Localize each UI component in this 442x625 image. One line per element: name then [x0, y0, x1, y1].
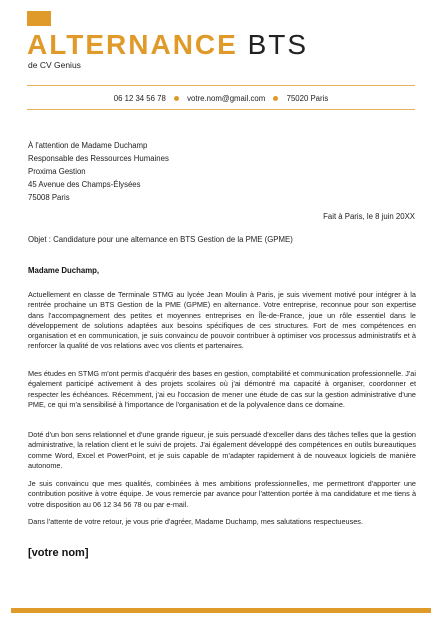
paragraph: Mes études en STMG m'ont permis d'acquérir des bases en gestion, comptabilité et communication professionnelle. J'ai également participé activement à des projets scolaires où j'ai démontré ma capacité à organiser, coordonner et respecter les échéances. Récemment, j'ai eu l'occasion de mener une étude de cas sur la gestion administrative d'une PME, ce qui m'a sensibilisé à l'importance de l'organisation et de la polyvalence dans ce domaine. [28, 369, 416, 409]
date-line: Fait à Paris, le 8 juin 20XX [323, 212, 415, 221]
divider-bottom [27, 109, 415, 110]
recipient-line: 75008 Paris [28, 193, 70, 202]
paragraph: Je suis convaincu que mes qualités, combinées à mes ambitions professionnelles, me permettront d'apporter une contribution positive à votre équipe. Je vous remercie par avance pour l'attention portée à ma candidature et me tiens à votre disposition au 06 12 34 56 78 ou par e-mail. [28, 479, 416, 509]
signature: [votre nom] [28, 547, 89, 559]
title-bold: ALTERNANCE [27, 29, 238, 60]
recipient-line: Proxima Gestion [28, 167, 86, 176]
subject-line: Objet : Candidature pour une alternance en BTS Gestion de la PME (GPME) [28, 235, 293, 244]
paragraph: Actuellement en classe de Terminale STMG au lycée Jean Moulin à Paris, je suis vivement motivé pour intégrer à la rentrée prochaine un BTS Gestion de la PME (GPME) en alternance. Votre entreprise, reconnue pour son expertise dans l'accompagnement des petites et moyennes entreprises en Île-de-France, joue un rôle essentiel dans le développement de solutions adaptées aux besoins spécifiques de ces structures. Fort de mes compétences en organisation et en communication, je suis convaincu de pouvoir contribuer à optimiser vos processus administratifs et à renforcer la qualité de vos relations avec vos clients et partenaires. [28, 290, 416, 351]
recipient-address [28, 139, 169, 204]
recipient-line: 45 Avenue des Champs-Élysées [28, 180, 141, 189]
recipient-line: Responsable des Ressources Humaines [28, 154, 169, 163]
paragraph: Doté d'un bon sens relationnel et d'une grande rigueur, je suis persuadé d'exceller dans des tâches telles que la gestion administrative, la relation client et le suivi de projets. J'ai également développé des compétences en outils bureautiques comme Word, Excel et PowerPoint, et je suis capable de m'adapter rapidement à de nouveaux logiciels de manière autonome. [28, 430, 416, 470]
phone: 06 12 34 56 78 [113, 94, 166, 103]
accent-bar-bottom [11, 608, 431, 613]
bullet-dot-icon [273, 96, 278, 101]
title-light: BTS [247, 29, 309, 60]
accent-bar-top [27, 11, 51, 26]
subtitle: de CV Genius [28, 60, 81, 70]
divider-top [27, 85, 415, 86]
recipient-line: À l'attention de Madame Duchamp [28, 141, 148, 150]
letter-title [27, 28, 308, 62]
salutation: Madame Duchamp, [28, 266, 100, 275]
location: 75020 Paris [286, 94, 329, 103]
contact-line [0, 94, 442, 103]
closing-paragraph: Dans l'attente de votre retour, je vous prie d'agréer, Madame Duchamp, mes salutations respectueuses. [28, 517, 363, 526]
bullet-dot-icon [174, 96, 179, 101]
email: votre.nom@gmail.com [187, 94, 266, 103]
